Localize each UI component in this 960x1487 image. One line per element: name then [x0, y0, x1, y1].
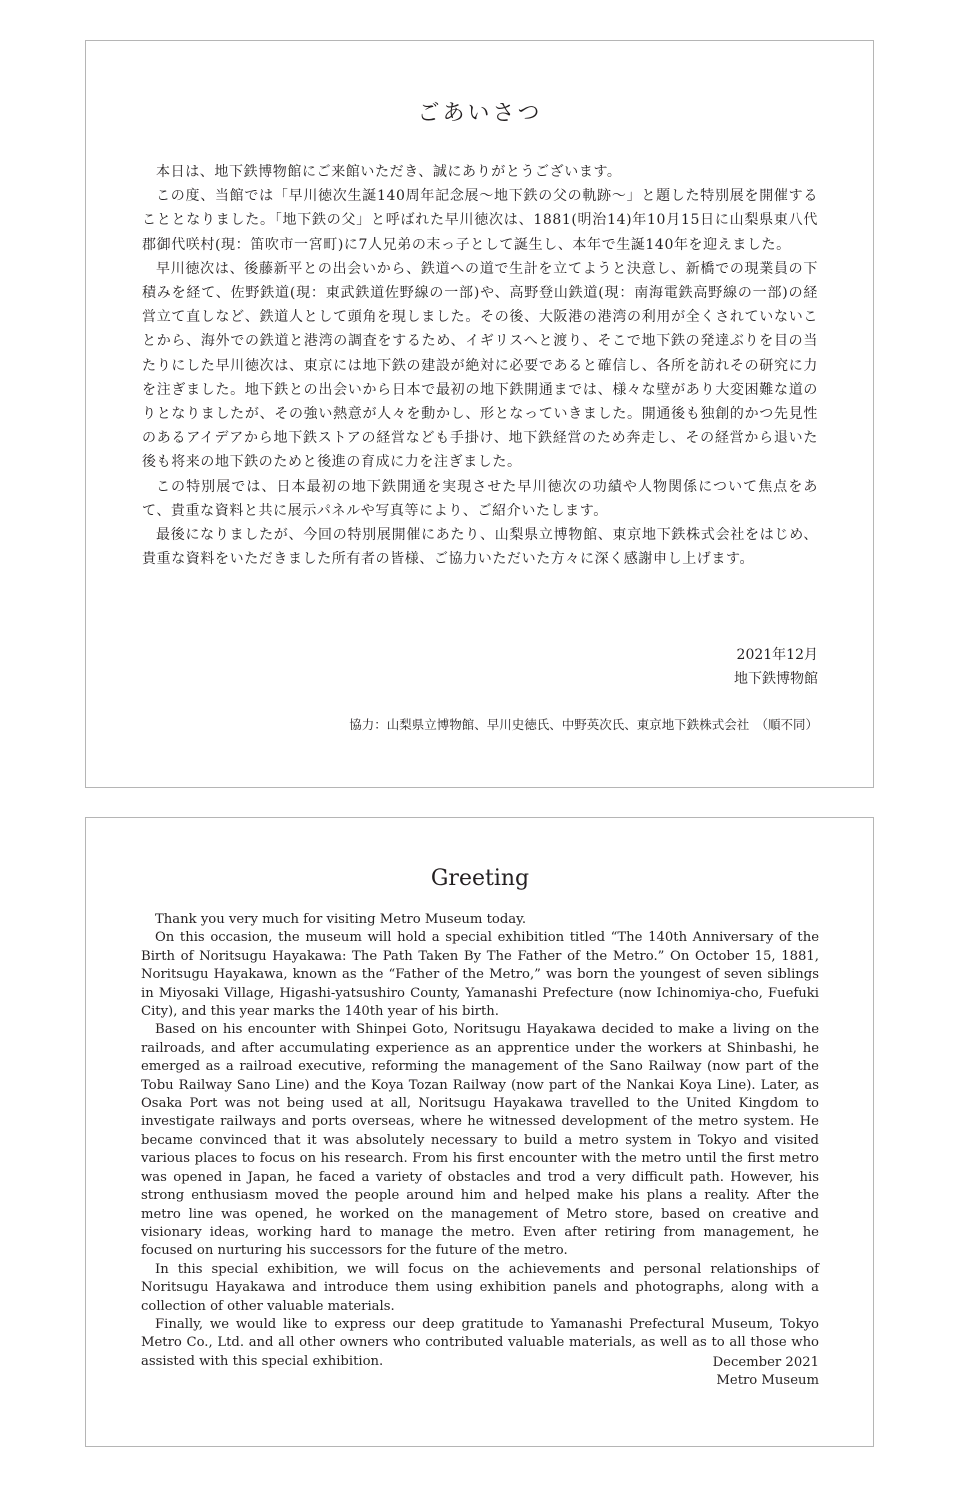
- japanese-body: [142, 160, 818, 571]
- japanese-paragraph-2: この度、当館では「早川徳次生誕140周年記念展〜地下鉄の父の軌跡〜」と題した特別展を開催することとなりました。「地下鉄の父」と呼ばれた早川徳次は、1881(明治14)年10月15日に山梨県東八代郡御代咲村(現：笛吹市一宮町)に7人兄弟の末っ子として誕生し、本年で生誕140年を迎えました。: [142, 188, 818, 253]
- japanese-title: ごあいさつ: [417, 101, 543, 126]
- english-paragraph-5: Finally, we would like to express our deep gratitude to Yamanashi Prefectural Museum, Tokyo Metro Co., Ltd. and all other owners who contributed valuable materials, as well as to all those who assisted with this special exhibition.: [141, 1316, 819, 1369]
- english-organization: Metro Museum: [716, 1373, 819, 1388]
- japanese-credits: 協力：山梨県立博物館、早川史徳氏、中野英次氏、東京地下鉄株式会社 （順不同）: [349, 717, 818, 732]
- japanese-paragraph-5: 最後になりましたが、今回の特別展開催にあたり、山梨県立博物館、東京地下鉄株式会社をはじめ、貴重な資料をいただきました所有者の皆様、ご協力いただいた方々に深く感謝申し上げます。: [142, 527, 818, 568]
- japanese-organization: 地下鉄博物館: [734, 671, 818, 687]
- english-paragraph-4: In this special exhibition, we will focus on the achievements and personal relationships of Noritsugu Hayakawa and introduce them using exhibition panels and photographs, along with a collection of other valuable materials.: [141, 1261, 819, 1314]
- japanese-paragraph-1: 本日は、地下鉄博物館にご来館いただき、誠にありがとうございます。: [156, 164, 622, 180]
- english-paragraph-2: On this occasion, the museum will hold a special exhibition titled “The 140th Anniversary of the Birth of Noritsugu Hayakawa: The Path Taken By The Father of the Metro.” On October 15, 1881, Noritsugu Hayakawa, known as the “Father of the Metro,” was born the youngest of seven siblings in Miyosaki Village, Higashi-yatsushiro County, Yamanashi Prefecture (now Ichinomiya-cho, Fuefuki City), and this year marks the 140th year of his birth.: [141, 930, 819, 1020]
- japanese-date: 2021年12月: [736, 647, 818, 663]
- japanese-paragraph-3: 早川徳次は、後藤新平との出会いから、鉄道への道で生計を立てようと決意し、新橋での現業員の下積みを経て、佐野鉄道(現：東武鉄道佐野線の一部)や、高野登山鉄道(現：南海電鉄高野線の一部)の経営立て直しなど、鉄道人として頭角を現しました。その後、大阪港の港湾の利用が全くされていないことから、海外での鉄道と港湾の調査をするため、イギリスへと渡り、そこで地下鉄の発達ぶりを目の当たりにした早川徳次は、東京には地下鉄の建設が絶対に必要であると確信し、各所を訪れその研究に力を注ぎました。地下鉄との出会いから日本で最初の地下鉄開通までは、様々な壁があり大変困難な道のりとなりましたが、その強い熱意が人々を動かし、形となっていきました。開通後も独創的かつ先見性のあるアイデアから地下鉄ストアの経営なども手掛け、地下鉄経営のため奔走し、その経営から退いた後も将来の地下鉄のためと後進の育成に力を注ぎました。: [142, 260, 818, 471]
- english-paragraph-1: Thank you very much for visiting Metro Museum today.: [155, 912, 527, 927]
- english-date: December 2021: [712, 1355, 819, 1370]
- english-title: Greeting: [430, 866, 530, 891]
- english-paragraph-3: Based on his encounter with Shinpei Goto, Noritsugu Hayakawa decided to make a living on the railroads, and after accumulating experience as an apprentice under the workers at Shinbashi, he emerged as a railroad executive, reforming the management of the Sano Railway (now part of the Tobu Railway Sano Line) and the Koya Tozan Railway (now part of the Nankai Koya Line). Later, as Osaka Port was not being used at all, Noritsugu Hayakawa travelled to the United Kingdom to investigate railways and ports overseas, where he witnessed development of the metro system. He became convinced that it was absolutely necessary to build a metro system in Tokyo and visited various places to focus on his research. From his first encounter with the metro until the first metro was opened in Japan, he faced a variety of obstacles and trod a very difficult path. However, his strong enthusiasm moved the people around him and helped make his plans a reality. After the metro line was opened, he worked on the management of Metro store, based on creative and visionary ideas, working hard to manage the metro. Even after retiring from management, he focused on nurturing his successors for the future of the metro.: [141, 1022, 819, 1259]
- japanese-paragraph-4: この特別展では、日本最初の地下鉄開通を実現させた早川徳次の功績や人物関係について焦点をあて、貴重な資料と共に展示パネルや写真等により、ご紹介いたします。: [142, 478, 818, 519]
- english-body: [141, 911, 819, 1371]
